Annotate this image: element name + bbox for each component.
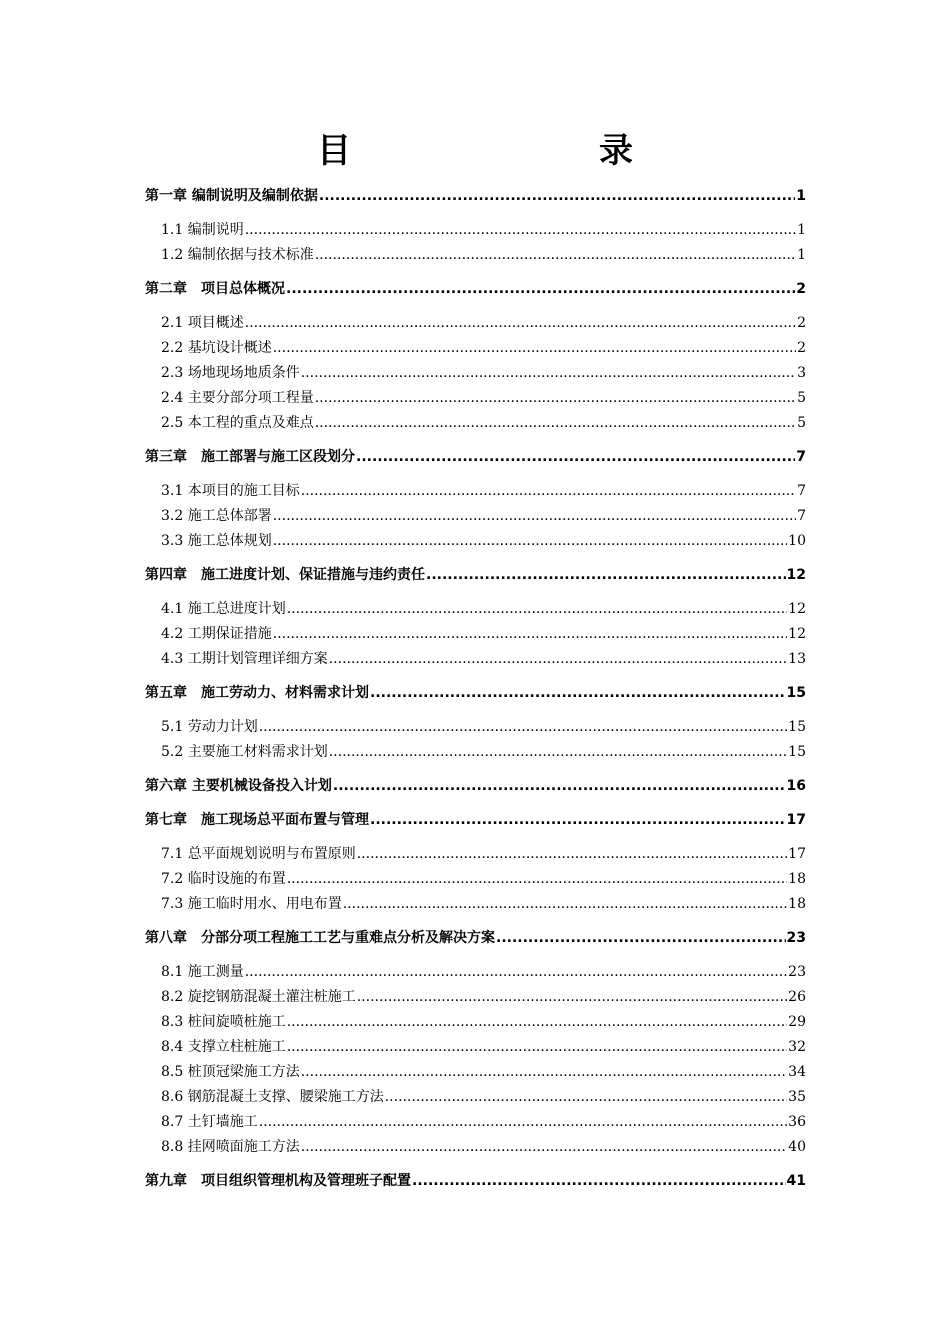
toc-section-entry[interactable] (145, 960, 806, 985)
toc-dot-leader (412, 1169, 786, 1194)
page-title: 目 录 (317, 131, 693, 171)
toc-dot-leader (356, 445, 795, 470)
toc-entry-label: 8.1 施工测量 (161, 964, 244, 980)
toc-entry-label: 第三章 施工部署与施工区段划分 (145, 449, 355, 465)
toc-section-entry[interactable] (145, 647, 806, 672)
toc-entry-label: 8.6 钢筋混凝土支撑、腰梁施工方法 (161, 1089, 384, 1105)
toc-dot-leader (301, 1060, 787, 1085)
table-of-contents (145, 184, 806, 1194)
toc-page-number: 36 (788, 1114, 806, 1130)
toc-page-number: 16 (786, 778, 806, 794)
toc-section-entry[interactable] (145, 361, 806, 386)
toc-chapter-entry[interactable] (145, 681, 806, 706)
toc-page-number: 15 (788, 744, 806, 760)
toc-section-entry[interactable] (145, 1135, 806, 1160)
toc-dot-leader (329, 740, 787, 765)
toc-entry-label: 3.2 施工总体部署 (161, 508, 272, 524)
toc-chapter-entry[interactable] (145, 445, 806, 470)
toc-page-number: 18 (788, 871, 806, 887)
toc-entry-label: 2.3 场地现场地质条件 (161, 365, 300, 381)
toc-page-number: 2 (796, 281, 806, 297)
toc-entry-label: 第七章 施工现场总平面布置与管理 (145, 812, 369, 828)
toc-page-number: 1 (796, 188, 806, 204)
toc-entry-label: 2.5 本工程的重点及难点 (161, 415, 314, 431)
toc-page-number: 12 (788, 626, 806, 642)
toc-page-number: 41 (786, 1173, 806, 1189)
toc-dot-leader (315, 411, 796, 436)
toc-entry-label: 第一章 编制说明及编制依据 (145, 188, 318, 204)
toc-chapter-entry[interactable] (145, 774, 806, 799)
toc-dot-leader (259, 715, 787, 740)
toc-page-number: 15 (786, 685, 806, 701)
toc-entry-label: 8.2 旋挖钢筋混凝土灌注桩施工 (161, 989, 356, 1005)
toc-page-number: 15 (788, 719, 806, 735)
toc-chapter-entry[interactable] (145, 184, 806, 209)
toc-dot-leader (245, 960, 787, 985)
toc-chapter-entry[interactable] (145, 277, 806, 302)
toc-page-number: 17 (786, 812, 806, 828)
toc-entry-label: 8.4 支撑立柱桩施工 (161, 1039, 286, 1055)
toc-section-entry[interactable] (145, 243, 806, 268)
toc-page-number: 12 (786, 567, 806, 583)
toc-page-number: 10 (788, 533, 806, 549)
toc-chapter-entry[interactable] (145, 926, 806, 951)
toc-page-number: 32 (788, 1039, 806, 1055)
toc-entry-label: 第八章 分部分项工程施工工艺与重难点分析及解决方案 (145, 930, 495, 946)
toc-dot-leader (343, 892, 787, 917)
toc-section-entry[interactable] (145, 715, 806, 740)
toc-entry-label: 第二章 项目总体概况 (145, 281, 285, 297)
toc-section-entry[interactable] (145, 504, 806, 529)
toc-page-number: 23 (786, 930, 806, 946)
toc-dot-leader (301, 479, 796, 504)
toc-entry-label: 3.3 施工总体规划 (161, 533, 272, 549)
toc-entry-label: 8.7 土钉墙施工 (161, 1114, 258, 1130)
toc-page-number: 7 (796, 449, 806, 465)
toc-section-entry[interactable] (145, 1035, 806, 1060)
toc-entry-label: 8.8 挂网喷面施工方法 (161, 1139, 300, 1155)
toc-entry-label: 第九章 项目组织管理机构及管理班子配置 (145, 1173, 411, 1189)
toc-dot-leader (370, 681, 786, 706)
toc-dot-leader (315, 243, 796, 268)
toc-dot-leader (287, 1035, 787, 1060)
toc-section-entry[interactable] (145, 529, 806, 554)
toc-dot-leader (333, 774, 786, 799)
toc-page-number: 3 (797, 365, 806, 381)
toc-section-entry[interactable] (145, 411, 806, 436)
toc-entry-label: 1.1 编制说明 (161, 222, 244, 238)
toc-page-number: 26 (788, 989, 806, 1005)
toc-section-entry[interactable] (145, 336, 806, 361)
toc-dot-leader (385, 1085, 787, 1110)
toc-section-entry[interactable] (145, 985, 806, 1010)
toc-page-number: 18 (788, 896, 806, 912)
toc-section-entry[interactable] (145, 311, 806, 336)
toc-section-entry[interactable] (145, 218, 806, 243)
toc-entry-label: 4.3 工期计划管理详细方案 (161, 651, 328, 667)
toc-dot-leader (319, 184, 795, 209)
toc-page-number: 23 (788, 964, 806, 980)
toc-entry-label: 第五章 施工劳动力、材料需求计划 (145, 685, 369, 701)
toc-dot-leader (357, 842, 787, 867)
toc-page-number: 29 (788, 1014, 806, 1030)
toc-dot-leader (357, 985, 787, 1010)
toc-entry-label: 第四章 施工进度计划、保证措施与违约责任 (145, 567, 425, 583)
toc-dot-leader (273, 336, 796, 361)
toc-entry-label: 7.2 临时设施的布置 (161, 871, 286, 887)
toc-dot-leader (496, 926, 786, 951)
toc-chapter-entry[interactable] (145, 808, 806, 833)
toc-page-number: 1 (797, 222, 806, 238)
toc-entry-label: 7.3 施工临时用水、用电布置 (161, 896, 342, 912)
toc-section-entry[interactable] (145, 622, 806, 647)
toc-entry-label: 2.4 主要分部分项工程量 (161, 390, 314, 406)
toc-section-entry[interactable] (145, 892, 806, 917)
toc-entry-label: 第六章 主要机械设备投入计划 (145, 778, 332, 794)
toc-section-entry[interactable] (145, 1010, 806, 1035)
toc-dot-leader (287, 597, 787, 622)
toc-chapter-entry[interactable] (145, 1169, 806, 1194)
toc-dot-leader (245, 311, 796, 336)
toc-dot-leader (370, 808, 786, 833)
toc-dot-leader (273, 529, 787, 554)
toc-entry-label: 1.2 编制依据与技术标准 (161, 247, 314, 263)
toc-page-number: 5 (797, 415, 806, 431)
toc-section-entry[interactable] (145, 1085, 806, 1110)
toc-entry-label: 8.5 桩顶冠梁施工方法 (161, 1064, 300, 1080)
toc-dot-leader (259, 1110, 787, 1135)
toc-entry-label: 8.3 桩间旋喷桩施工 (161, 1014, 286, 1030)
toc-dot-leader (301, 1135, 787, 1160)
toc-page-number: 7 (797, 508, 806, 524)
toc-dot-leader (329, 647, 787, 672)
toc-entry-label: 2.1 项目概述 (161, 315, 244, 331)
toc-section-entry[interactable] (145, 867, 806, 892)
toc-page-number: 35 (788, 1089, 806, 1105)
toc-page-number: 2 (797, 340, 806, 356)
toc-page-number: 2 (797, 315, 806, 331)
toc-section-entry[interactable] (145, 740, 806, 765)
toc-entry-label: 4.2 工期保证措施 (161, 626, 272, 642)
toc-page-number: 40 (788, 1139, 806, 1155)
toc-dot-leader (287, 1010, 787, 1035)
toc-chapter-entry[interactable] (145, 563, 806, 588)
toc-section-entry[interactable] (145, 479, 806, 504)
toc-entry-label: 5.1 劳动力计划 (161, 719, 258, 735)
toc-entry-label: 4.1 施工总进度计划 (161, 601, 286, 617)
toc-page-number: 7 (797, 483, 806, 499)
toc-dot-leader (301, 361, 796, 386)
toc-entry-label: 3.1 本项目的施工目标 (161, 483, 300, 499)
toc-page-number: 1 (797, 247, 806, 263)
toc-entry-label: 7.1 总平面规划说明与布置原则 (161, 846, 356, 862)
toc-section-entry[interactable] (145, 1060, 806, 1085)
toc-dot-leader (426, 563, 786, 588)
toc-page-number: 34 (788, 1064, 806, 1080)
toc-entry-label: 2.2 基坑设计概述 (161, 340, 272, 356)
toc-section-entry[interactable] (145, 597, 806, 622)
toc-page-number: 13 (788, 651, 806, 667)
toc-dot-leader (287, 867, 787, 892)
toc-entry-label: 5.2 主要施工材料需求计划 (161, 744, 328, 760)
toc-dot-leader (286, 277, 795, 302)
toc-section-entry[interactable] (145, 1110, 806, 1135)
toc-dot-leader (245, 218, 796, 243)
toc-dot-leader (273, 504, 796, 529)
toc-dot-leader (315, 386, 796, 411)
toc-page-number: 17 (788, 846, 806, 862)
toc-dot-leader (273, 622, 787, 647)
toc-page-number: 12 (788, 601, 806, 617)
toc-page-number: 5 (797, 390, 806, 406)
toc-section-entry[interactable] (145, 842, 806, 867)
toc-section-entry[interactable] (145, 386, 806, 411)
